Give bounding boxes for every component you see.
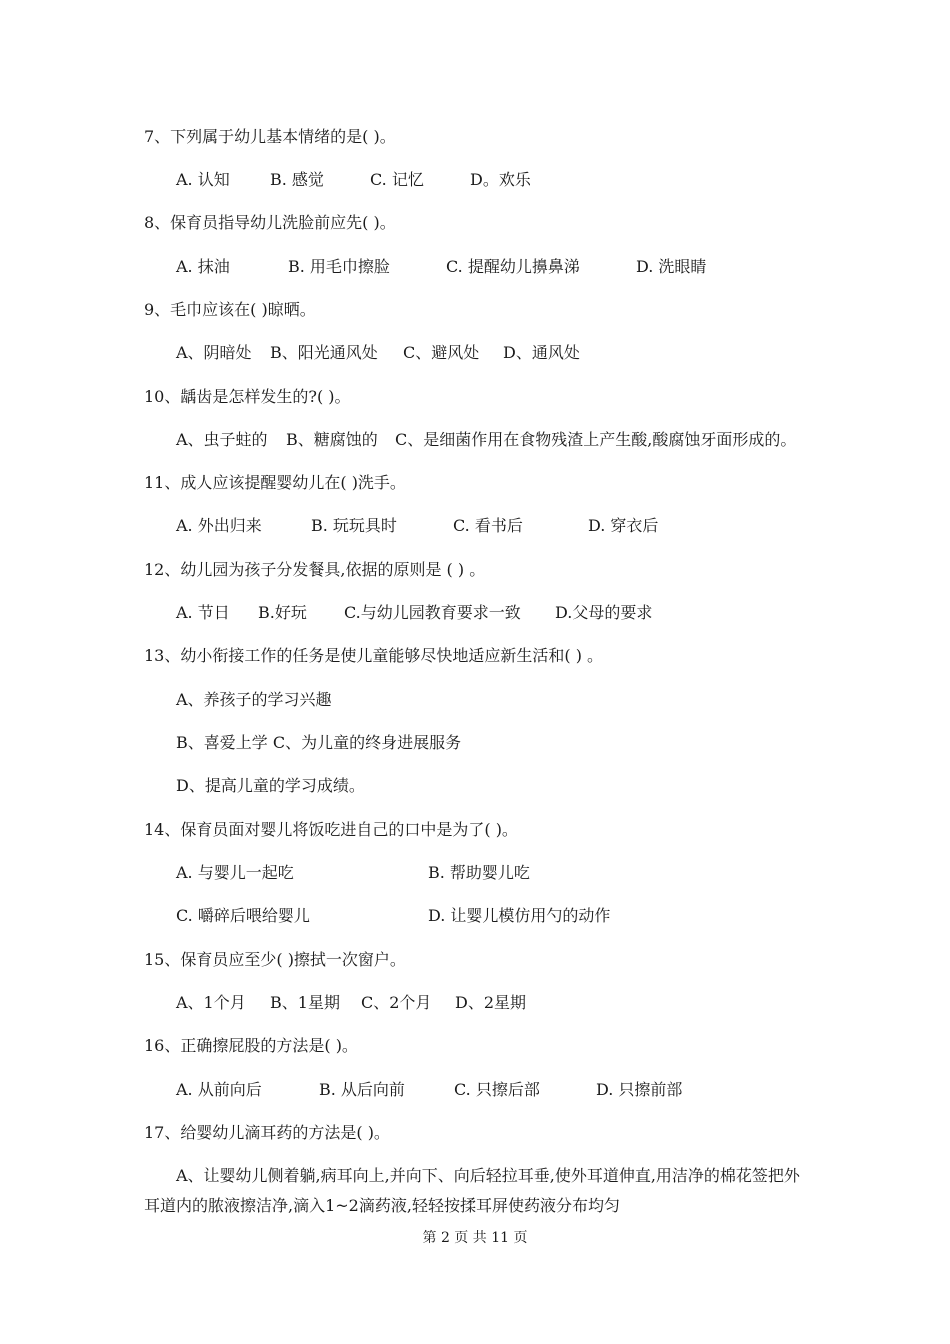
option-16b: B. 从后向前 <box>319 1080 405 1099</box>
question-11: 11、成人应该提醒婴幼儿在( )洗手。 <box>144 473 406 492</box>
option-12d: D.父母的要求 <box>555 603 653 622</box>
question-14: 14、保育员面对婴儿将饭吃进自己的口中是为了( )。 <box>144 820 518 839</box>
option-14c: C. 嚼碎后喂给婴儿 <box>176 906 310 925</box>
option-7d: D。欢乐 <box>470 170 531 189</box>
question-17: 17、给婴幼儿滴耳药的方法是( )。 <box>144 1123 390 1142</box>
question-8: 8、保育员指导幼儿洗脸前应先( )。 <box>144 213 396 232</box>
option-10b: B、糖腐蚀的 <box>286 430 378 449</box>
option-8c: C. 提醒幼儿擤鼻涕 <box>446 257 580 276</box>
question-10: 10、龋齿是怎样发生的?( )。 <box>144 387 351 406</box>
option-9c: C、避风处 <box>403 343 480 362</box>
option-11c: C. 看书后 <box>453 516 523 535</box>
option-7a: A. 认知 <box>176 170 230 189</box>
option-16d: D. 只擦前部 <box>596 1080 683 1099</box>
option-10a: A、虫子蛀的 <box>176 430 268 449</box>
option-12a: A. 节日 <box>176 603 230 622</box>
question-7: 7、下列属于幼儿基本情绪的是( )。 <box>144 127 396 146</box>
option-9d: D、通风处 <box>503 343 580 362</box>
question-13: 13、幼小衔接工作的任务是使儿童能够尽快地适应新生活和( ) 。 <box>144 646 604 665</box>
option-13a: A、养孩子的学习兴趣 <box>176 690 332 709</box>
option-15d: D、2星期 <box>455 993 527 1012</box>
option-12b: B.好玩 <box>258 603 307 622</box>
question-12: 12、幼儿园为孩子分发餐具,依据的原则是 ( ) 。 <box>144 560 486 579</box>
page-number-footer: 第 2 页 共 11 页 <box>422 1230 528 1246</box>
option-7b: B. 感觉 <box>270 170 324 189</box>
option-14d: D. 让婴儿模仿用勺的动作 <box>428 906 611 925</box>
option-8a: A. 抹油 <box>176 257 230 276</box>
option-12c: C.与幼儿园教育要求一致 <box>344 603 521 622</box>
option-10c: C、是细菌作用在食物残渣上产生酸,酸腐蚀牙面形成的。 <box>395 430 797 449</box>
option-7c: C. 记忆 <box>370 170 424 189</box>
option-11d: D. 穿衣后 <box>588 516 659 535</box>
option-11b: B. 玩玩具时 <box>311 516 397 535</box>
option-9a: A、阴暗处 <box>176 343 252 362</box>
option-15b: B、1星期 <box>270 993 340 1012</box>
option-8d: D. 洗眼睛 <box>636 257 707 276</box>
option-16c: C. 只擦后部 <box>454 1080 540 1099</box>
option-8b: B. 用毛巾擦脸 <box>288 257 390 276</box>
question-16: 16、正确擦屁股的方法是( )。 <box>144 1036 358 1055</box>
option-16a: A. 从前向后 <box>176 1080 262 1099</box>
question-15: 15、保育员应至少( )擦拭一次窗户。 <box>144 950 406 969</box>
option-15a: A、1个月 <box>176 993 246 1012</box>
option-15c: C、2个月 <box>361 993 432 1012</box>
option-13d: D、提高儿童的学习成绩。 <box>176 776 365 795</box>
option-13bc: B、喜爱上学 C、为儿童的终身进展服务 <box>176 733 462 752</box>
option-11a: A. 外出归来 <box>176 516 262 535</box>
option-14a: A. 与婴儿一起吃 <box>176 863 294 882</box>
option-17a: A、让婴幼儿侧着躺,病耳向上,并向下、向后轻拉耳垂,使外耳道伸直,用洁净的棉花签把外耳道内的脓液擦洁净,滴入1~2滴药液,轻轻按揉耳屏使药液分布均匀 <box>144 1166 800 1215</box>
question-9: 9、毛巾应该在( )晾晒。 <box>144 300 316 319</box>
option-14b: B. 帮助婴儿吃 <box>428 863 530 882</box>
option-9b: B、阳光通风处 <box>270 343 378 362</box>
